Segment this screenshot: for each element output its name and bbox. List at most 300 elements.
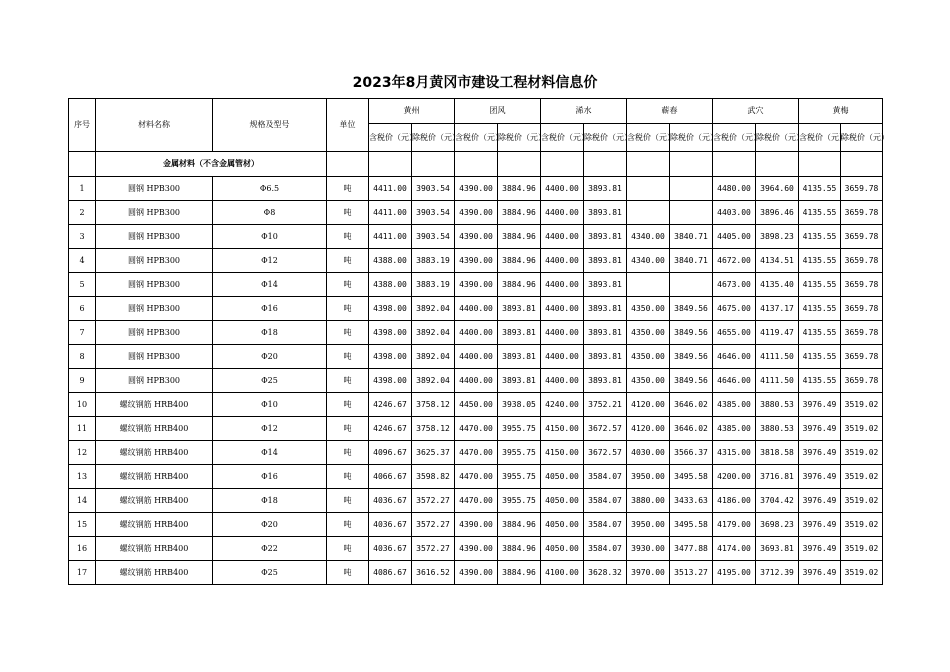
price-tax-excl: 3964.60 — [756, 177, 799, 201]
header-region: 武穴 — [713, 99, 799, 124]
table-row — [69, 273, 883, 297]
row-index: 2 — [69, 201, 96, 225]
price-tax-excl: 3893.81 — [498, 369, 541, 393]
material-name: 圆钢 HPB300 — [96, 249, 213, 273]
price-tax-excl: 3519.02 — [841, 489, 883, 513]
price-tax-excl: 3903.54 — [412, 201, 455, 225]
price-tax-incl: 4390.00 — [455, 537, 498, 561]
price-tax-incl: 4050.00 — [541, 513, 584, 537]
price-tax-incl: 4646.00 — [713, 345, 756, 369]
table-row — [69, 513, 883, 537]
price-tax-incl: 4135.55 — [799, 177, 841, 201]
header-tax-incl: 含税价（元） — [799, 124, 841, 152]
unit: 吨 — [327, 561, 369, 585]
price-tax-incl: 4470.00 — [455, 441, 498, 465]
price-tax-excl: 3898.23 — [756, 225, 799, 249]
material-name: 圆钢 HPB300 — [96, 345, 213, 369]
material-name: 螺纹钢筋 HRB400 — [96, 417, 213, 441]
price-tax-excl: 3716.81 — [756, 465, 799, 489]
price-tax-excl: 3519.02 — [841, 465, 883, 489]
price-tax-excl: 4119.47 — [756, 321, 799, 345]
unit: 吨 — [327, 441, 369, 465]
price-tax-excl: 3584.07 — [584, 489, 627, 513]
header-region: 黄梅 — [799, 99, 883, 124]
price-tax-incl: 4390.00 — [455, 273, 498, 297]
price-tax-incl: 4385.00 — [713, 417, 756, 441]
price-tax-incl: 4246.67 — [369, 417, 412, 441]
price-tax-excl: 3849.56 — [670, 321, 713, 345]
price-tax-excl: 3883.19 — [412, 273, 455, 297]
material-name: 螺纹钢筋 HRB400 — [96, 489, 213, 513]
row-index: 3 — [69, 225, 96, 249]
price-tax-excl: 3893.81 — [584, 225, 627, 249]
price-tax-incl: 4186.00 — [713, 489, 756, 513]
price-tax-incl: 4400.00 — [541, 249, 584, 273]
material-name: 螺纹钢筋 HRB400 — [96, 537, 213, 561]
price-tax-incl: 4400.00 — [455, 369, 498, 393]
price-tax-incl: 3930.00 — [627, 537, 670, 561]
material-spec: Φ18 — [213, 489, 327, 513]
material-spec: Φ14 — [213, 441, 327, 465]
price-tax-excl: 3628.32 — [584, 561, 627, 585]
section-title: 金属材料（不含金属管材） — [96, 152, 327, 177]
page-title: 2023年8月黄冈市建设工程材料信息价 — [352, 75, 598, 91]
price-tax-excl: 3893.81 — [584, 297, 627, 321]
price-tax-incl: 4066.67 — [369, 465, 412, 489]
price-tax-excl: 3849.56 — [670, 345, 713, 369]
header-tax-incl: 含税价（元） — [455, 124, 498, 152]
price-tax-incl: 4400.00 — [455, 345, 498, 369]
price-tax-excl: 3659.78 — [841, 201, 883, 225]
price-tax-incl: 4470.00 — [455, 489, 498, 513]
price-tax-excl: 3884.96 — [498, 201, 541, 225]
price-tax-incl: 4135.55 — [799, 297, 841, 321]
price-tax-excl: 3893.81 — [584, 273, 627, 297]
price-tax-incl: 4398.00 — [369, 297, 412, 321]
material-spec: Φ25 — [213, 561, 327, 585]
price-tax-incl: 4120.00 — [627, 393, 670, 417]
price-tax-incl: 3976.49 — [799, 441, 841, 465]
material-spec: Φ6.5 — [213, 177, 327, 201]
price-tax-excl: 3566.37 — [670, 441, 713, 465]
table-row — [69, 321, 883, 345]
price-tax-incl: 4411.00 — [369, 177, 412, 201]
material-name: 圆钢 HPB300 — [96, 177, 213, 201]
price-tax-excl: 3598.82 — [412, 465, 455, 489]
price-tax-incl: 4411.00 — [369, 225, 412, 249]
price-tax-incl: 4030.00 — [627, 441, 670, 465]
price-tax-excl: 3646.02 — [670, 393, 713, 417]
price-tax-excl: 4137.17 — [756, 297, 799, 321]
price-tax-incl: 3970.00 — [627, 561, 670, 585]
price-tax-excl: 3646.02 — [670, 417, 713, 441]
unit: 吨 — [327, 513, 369, 537]
unit: 吨 — [327, 537, 369, 561]
unit: 吨 — [327, 201, 369, 225]
price-tax-excl: 3659.78 — [841, 345, 883, 369]
header-region: 浠水 — [541, 99, 627, 124]
price-tax-excl: 3893.81 — [584, 201, 627, 225]
material-spec: Φ18 — [213, 321, 327, 345]
unit: 吨 — [327, 345, 369, 369]
price-tax-incl: 4174.00 — [713, 537, 756, 561]
price-tax-excl: 3903.54 — [412, 177, 455, 201]
price-tax-excl: 3892.04 — [412, 321, 455, 345]
price-tax-excl: 4135.40 — [756, 273, 799, 297]
price-tax-incl: 4400.00 — [541, 345, 584, 369]
price-tax-incl — [627, 177, 670, 201]
material-spec: Φ25 — [213, 369, 327, 393]
price-tax-incl: 3976.49 — [799, 393, 841, 417]
table-row — [69, 225, 883, 249]
price-tax-incl: 4646.00 — [713, 369, 756, 393]
price-tax-incl: 4135.55 — [799, 249, 841, 273]
table-row — [69, 417, 883, 441]
row-index: 5 — [69, 273, 96, 297]
price-tax-incl: 4470.00 — [455, 417, 498, 441]
table-row — [69, 249, 883, 273]
price-tax-incl: 3976.49 — [799, 465, 841, 489]
price-tax-incl: 3950.00 — [627, 465, 670, 489]
price-tax-excl: 3584.07 — [584, 465, 627, 489]
price-tax-excl — [670, 201, 713, 225]
price-tax-excl: 3672.57 — [584, 441, 627, 465]
price-tax-incl: 4135.55 — [799, 345, 841, 369]
price-tax-incl: 4400.00 — [541, 201, 584, 225]
price-tax-incl: 3950.00 — [627, 513, 670, 537]
unit: 吨 — [327, 297, 369, 321]
table-row — [69, 177, 883, 201]
price-tax-excl — [670, 273, 713, 297]
price-tax-incl: 4135.55 — [799, 321, 841, 345]
price-tax-excl: 3572.27 — [412, 537, 455, 561]
price-tax-incl: 3976.49 — [799, 513, 841, 537]
price-tax-excl: 3659.78 — [841, 273, 883, 297]
price-tax-incl: 4340.00 — [627, 225, 670, 249]
row-index: 17 — [69, 561, 96, 585]
price-tax-incl — [627, 273, 670, 297]
price-tax-incl: 4086.67 — [369, 561, 412, 585]
price-tax-excl: 3584.07 — [584, 513, 627, 537]
price-tax-excl: 3955.75 — [498, 417, 541, 441]
table-row — [69, 369, 883, 393]
price-tax-incl: 4350.00 — [627, 297, 670, 321]
price-tax-excl: 3893.81 — [584, 369, 627, 393]
price-tax-incl: 4195.00 — [713, 561, 756, 585]
price-tax-excl: 3955.75 — [498, 441, 541, 465]
price-tax-excl: 3519.02 — [841, 513, 883, 537]
price-tax-incl: 4390.00 — [455, 177, 498, 201]
row-index: 12 — [69, 441, 96, 465]
header-row-regions — [69, 99, 883, 124]
price-tax-excl: 3955.75 — [498, 489, 541, 513]
price-tax-excl: 3884.96 — [498, 537, 541, 561]
header-tax-excl: 除税价（元） — [584, 124, 627, 152]
price-tax-incl: 4050.00 — [541, 489, 584, 513]
price-tax-excl: 3893.81 — [498, 345, 541, 369]
price-tax-excl: 3892.04 — [412, 297, 455, 321]
price-tax-incl: 4120.00 — [627, 417, 670, 441]
price-tax-excl: 3704.42 — [756, 489, 799, 513]
row-index: 16 — [69, 537, 96, 561]
price-tax-excl: 3712.39 — [756, 561, 799, 585]
price-tax-incl: 4398.00 — [369, 369, 412, 393]
material-name: 螺纹钢筋 HRB400 — [96, 513, 213, 537]
material-name: 圆钢 HPB300 — [96, 369, 213, 393]
price-tax-excl: 3893.81 — [584, 345, 627, 369]
unit: 吨 — [327, 177, 369, 201]
price-table — [68, 98, 889, 585]
price-tax-incl: 4036.67 — [369, 537, 412, 561]
price-tax-incl: 4350.00 — [627, 369, 670, 393]
price-tax-excl: 3584.07 — [584, 537, 627, 561]
price-tax-incl: 4350.00 — [627, 345, 670, 369]
section-row — [69, 152, 883, 177]
price-tax-excl: 3883.19 — [412, 249, 455, 273]
unit: 吨 — [327, 369, 369, 393]
price-tax-incl: 4150.00 — [541, 441, 584, 465]
price-tax-incl: 4655.00 — [713, 321, 756, 345]
table-row — [69, 489, 883, 513]
header-index: 序号 — [69, 99, 96, 152]
price-tax-excl: 3698.23 — [756, 513, 799, 537]
header-tax-incl: 含税价（元） — [369, 124, 412, 152]
material-name: 螺纹钢筋 HRB400 — [96, 561, 213, 585]
row-index: 13 — [69, 465, 96, 489]
price-tax-incl: 4390.00 — [455, 201, 498, 225]
price-tax-excl: 3840.71 — [670, 249, 713, 273]
price-tax-excl: 3880.53 — [756, 393, 799, 417]
price-tax-excl: 3893.81 — [584, 321, 627, 345]
price-tax-incl: 4385.00 — [713, 393, 756, 417]
price-tax-excl: 3884.96 — [498, 273, 541, 297]
material-name: 螺纹钢筋 HRB400 — [96, 465, 213, 489]
table-row — [69, 297, 883, 321]
price-tax-excl: 3903.54 — [412, 225, 455, 249]
price-tax-excl: 3495.58 — [670, 465, 713, 489]
price-tax-excl: 4111.50 — [756, 345, 799, 369]
price-tax-incl: 4100.00 — [541, 561, 584, 585]
price-tax-incl: 4390.00 — [455, 513, 498, 537]
unit: 吨 — [327, 417, 369, 441]
table-row — [69, 465, 883, 489]
price-tax-excl: 3659.78 — [841, 321, 883, 345]
price-tax-incl: 4150.00 — [541, 417, 584, 441]
price-tax-excl — [670, 177, 713, 201]
price-tax-incl: 4390.00 — [455, 249, 498, 273]
price-tax-excl: 3880.53 — [756, 417, 799, 441]
header-tax-excl: 除税价（元） — [841, 124, 883, 152]
price-tax-incl: 4480.00 — [713, 177, 756, 201]
price-tax-incl: 4340.00 — [627, 249, 670, 273]
material-spec: Φ20 — [213, 345, 327, 369]
price-tax-incl: 4388.00 — [369, 249, 412, 273]
material-spec: Φ8 — [213, 201, 327, 225]
row-index: 9 — [69, 369, 96, 393]
price-tax-incl: 4200.00 — [713, 465, 756, 489]
price-tax-excl: 3659.78 — [841, 225, 883, 249]
price-tax-incl: 3976.49 — [799, 537, 841, 561]
price-tax-excl: 3955.75 — [498, 465, 541, 489]
price-tax-incl: 4036.67 — [369, 489, 412, 513]
price-tax-excl: 3849.56 — [670, 297, 713, 321]
price-tax-incl: 4350.00 — [627, 321, 670, 345]
material-spec: Φ12 — [213, 249, 327, 273]
unit: 吨 — [327, 393, 369, 417]
price-tax-incl: 4398.00 — [369, 321, 412, 345]
price-tax-excl: 3693.81 — [756, 537, 799, 561]
material-spec: Φ14 — [213, 273, 327, 297]
price-tax-incl: 3880.00 — [627, 489, 670, 513]
price-tax-excl: 3884.96 — [498, 177, 541, 201]
table-row — [69, 393, 883, 417]
header-name: 材料名称 — [96, 99, 213, 152]
price-tax-incl: 4411.00 — [369, 201, 412, 225]
price-tax-incl: 4400.00 — [455, 297, 498, 321]
price-tax-incl: 4315.00 — [713, 441, 756, 465]
price-tax-incl — [627, 201, 670, 225]
header-unit: 单位 — [327, 99, 369, 152]
header-region: 团风 — [455, 99, 541, 124]
price-tax-excl: 3519.02 — [841, 561, 883, 585]
unit: 吨 — [327, 249, 369, 273]
price-tax-incl: 4400.00 — [541, 177, 584, 201]
row-index: 15 — [69, 513, 96, 537]
material-name: 圆钢 HPB300 — [96, 273, 213, 297]
row-index: 1 — [69, 177, 96, 201]
price-tax-excl: 3519.02 — [841, 393, 883, 417]
price-tax-excl: 3840.71 — [670, 225, 713, 249]
table-row — [69, 537, 883, 561]
price-tax-incl: 3976.49 — [799, 489, 841, 513]
price-tax-excl: 3884.96 — [498, 225, 541, 249]
price-tax-incl: 4405.00 — [713, 225, 756, 249]
price-tax-incl: 4135.55 — [799, 273, 841, 297]
price-tax-excl: 3616.52 — [412, 561, 455, 585]
material-spec: Φ10 — [213, 225, 327, 249]
price-tax-incl: 3976.49 — [799, 561, 841, 585]
header-region: 蕲春 — [627, 99, 713, 124]
material-name: 圆钢 HPB300 — [96, 201, 213, 225]
header-tax-excl: 除税价（元） — [670, 124, 713, 152]
price-tax-excl: 3519.02 — [841, 537, 883, 561]
price-tax-incl: 4246.67 — [369, 393, 412, 417]
price-tax-incl: 4400.00 — [541, 273, 584, 297]
price-tax-incl: 4050.00 — [541, 537, 584, 561]
table-row — [69, 201, 883, 225]
price-tax-incl: 4400.00 — [541, 321, 584, 345]
price-tax-excl: 3884.96 — [498, 561, 541, 585]
price-tax-excl: 3892.04 — [412, 345, 455, 369]
price-tax-incl: 4400.00 — [541, 297, 584, 321]
material-spec: Φ16 — [213, 297, 327, 321]
price-tax-excl: 3849.56 — [670, 369, 713, 393]
price-tax-excl: 3572.27 — [412, 489, 455, 513]
header-tax-excl: 除税价（元） — [498, 124, 541, 152]
price-tax-excl: 3893.81 — [498, 297, 541, 321]
price-tax-excl: 3818.58 — [756, 441, 799, 465]
header-region: 黄州 — [369, 99, 455, 124]
material-name: 圆钢 HPB300 — [96, 225, 213, 249]
price-tax-excl: 3672.57 — [584, 417, 627, 441]
table-row — [69, 345, 883, 369]
unit: 吨 — [327, 273, 369, 297]
price-tax-incl: 4673.00 — [713, 273, 756, 297]
price-tax-incl: 4398.00 — [369, 345, 412, 369]
price-tax-incl: 4390.00 — [455, 225, 498, 249]
row-index: 14 — [69, 489, 96, 513]
price-tax-excl: 3495.58 — [670, 513, 713, 537]
row-index: 6 — [69, 297, 96, 321]
price-tax-incl: 4388.00 — [369, 273, 412, 297]
price-tax-incl: 4050.00 — [541, 465, 584, 489]
price-tax-excl: 3433.63 — [670, 489, 713, 513]
material-spec: Φ20 — [213, 513, 327, 537]
price-tax-incl: 4675.00 — [713, 297, 756, 321]
price-tax-excl: 3752.21 — [584, 393, 627, 417]
row-index: 8 — [69, 345, 96, 369]
row-index: 7 — [69, 321, 96, 345]
header-spec: 规格及型号 — [213, 99, 327, 152]
unit: 吨 — [327, 225, 369, 249]
price-tax-excl: 3893.81 — [584, 177, 627, 201]
price-tax-incl: 4240.00 — [541, 393, 584, 417]
header-tax-incl: 含税价（元） — [627, 124, 670, 152]
price-tax-excl: 3893.81 — [584, 249, 627, 273]
price-tax-excl: 3477.88 — [670, 537, 713, 561]
price-tax-excl: 3659.78 — [841, 297, 883, 321]
header-tax-incl: 含税价（元） — [541, 124, 584, 152]
price-tax-excl: 3893.81 — [498, 321, 541, 345]
price-tax-excl: 3659.78 — [841, 369, 883, 393]
price-tax-excl: 4111.50 — [756, 369, 799, 393]
price-tax-excl: 3519.02 — [841, 441, 883, 465]
material-spec: Φ16 — [213, 465, 327, 489]
price-tax-incl: 4400.00 — [455, 321, 498, 345]
price-tax-incl: 4135.55 — [799, 225, 841, 249]
price-tax-incl: 4179.00 — [713, 513, 756, 537]
price-tax-excl: 3896.46 — [756, 201, 799, 225]
price-tax-excl: 3884.96 — [498, 249, 541, 273]
material-spec: Φ22 — [213, 537, 327, 561]
price-tax-incl: 4096.67 — [369, 441, 412, 465]
price-tax-excl: 3758.12 — [412, 393, 455, 417]
price-tax-excl: 3938.05 — [498, 393, 541, 417]
header-tax-excl: 除税价（元） — [756, 124, 799, 152]
header-tax-incl: 含税价（元） — [713, 124, 756, 152]
material-spec: Φ12 — [213, 417, 327, 441]
price-tax-incl: 4135.55 — [799, 369, 841, 393]
price-tax-incl: 4400.00 — [541, 225, 584, 249]
row-index: 4 — [69, 249, 96, 273]
price-tax-excl: 3758.12 — [412, 417, 455, 441]
price-tax-incl: 4403.00 — [713, 201, 756, 225]
price-tax-excl: 3519.02 — [841, 417, 883, 441]
price-tax-incl: 3976.49 — [799, 417, 841, 441]
material-name: 螺纹钢筋 HRB400 — [96, 441, 213, 465]
price-tax-excl: 3659.78 — [841, 249, 883, 273]
price-tax-incl: 4400.00 — [541, 369, 584, 393]
price-tax-excl: 3659.78 — [841, 177, 883, 201]
unit: 吨 — [327, 465, 369, 489]
price-tax-excl: 3572.27 — [412, 513, 455, 537]
price-tax-excl: 3625.37 — [412, 441, 455, 465]
price-tax-incl: 4390.00 — [455, 561, 498, 585]
price-tax-excl: 3892.04 — [412, 369, 455, 393]
price-tax-incl: 4135.55 — [799, 201, 841, 225]
row-index: 10 — [69, 393, 96, 417]
unit: 吨 — [327, 321, 369, 345]
